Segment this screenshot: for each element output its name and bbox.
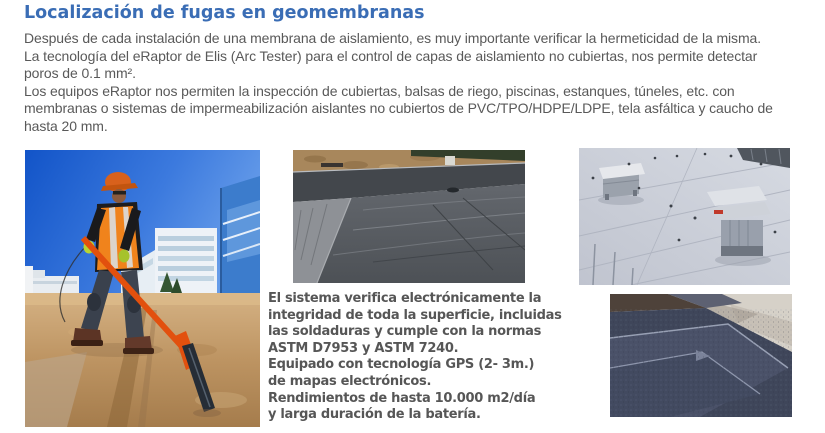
aerial-roof-graphic [579,148,790,285]
asphalt-membrane-photo [610,294,792,417]
geomembrane-pond-photo [293,150,525,283]
roof-surface [25,293,260,427]
intro-paragraph [24,30,773,136]
intro-line: membranas o sistemas de impermeabilización aislantes no cubiertos de PVC/TPO/HDPE/LDPE, tela asfáltica y caucho de [24,100,773,117]
intro-line: poros de 0.1 mm². [24,65,136,82]
membrane-liner [293,163,525,283]
highlight-line: integridad de toda la superficie, incluidas [268,307,562,323]
highlight-paragraph [268,291,562,424]
page-title: Localización de fugas en geomembranas [24,3,425,23]
asphalt-photo-graphic [610,294,792,417]
intro-line: La tecnología del eRaptor de Elis (Arc Tester) para el control de capas de aislamiento no cubiertas, nos permite detectar [24,47,758,64]
highlight-line: Rendimientos de hasta 10.000 m2/día [268,390,536,406]
intro-line: Los equipos eRaptor nos permiten la inspección de cubiertas, balsas de riego, piscinas, estanques, túneles, etc. con [24,82,735,99]
highlight-line: Equipado con tecnología GPS (2- 3m.) [268,357,535,373]
pond-photo-graphic [293,150,525,283]
worker-arc-tester-roof-photo [25,150,260,427]
flat-roof-aerial-photo [579,148,790,285]
intro-line: hasta 20 mm. [24,117,108,134]
worker-photo-graphic [25,150,260,427]
highlight-line: las soldaduras y cumple con la normas [268,324,542,340]
intro-line: Después de cada instalación de una membrana de aislamiento, es muy importante verificar la hermeticidad de la misma. [24,30,761,46]
membrane-sheets [610,308,792,417]
highlight-line: y larga duración de la batería. [268,407,481,423]
highlight-line: ASTM D7953 y ASTM 7240. [268,340,459,356]
highlight-line: de mapas electrónicos. [268,373,432,389]
rooftop-unit-left [598,163,645,205]
highlight-line: El sistema verifica electrónicamente la [268,291,542,306]
